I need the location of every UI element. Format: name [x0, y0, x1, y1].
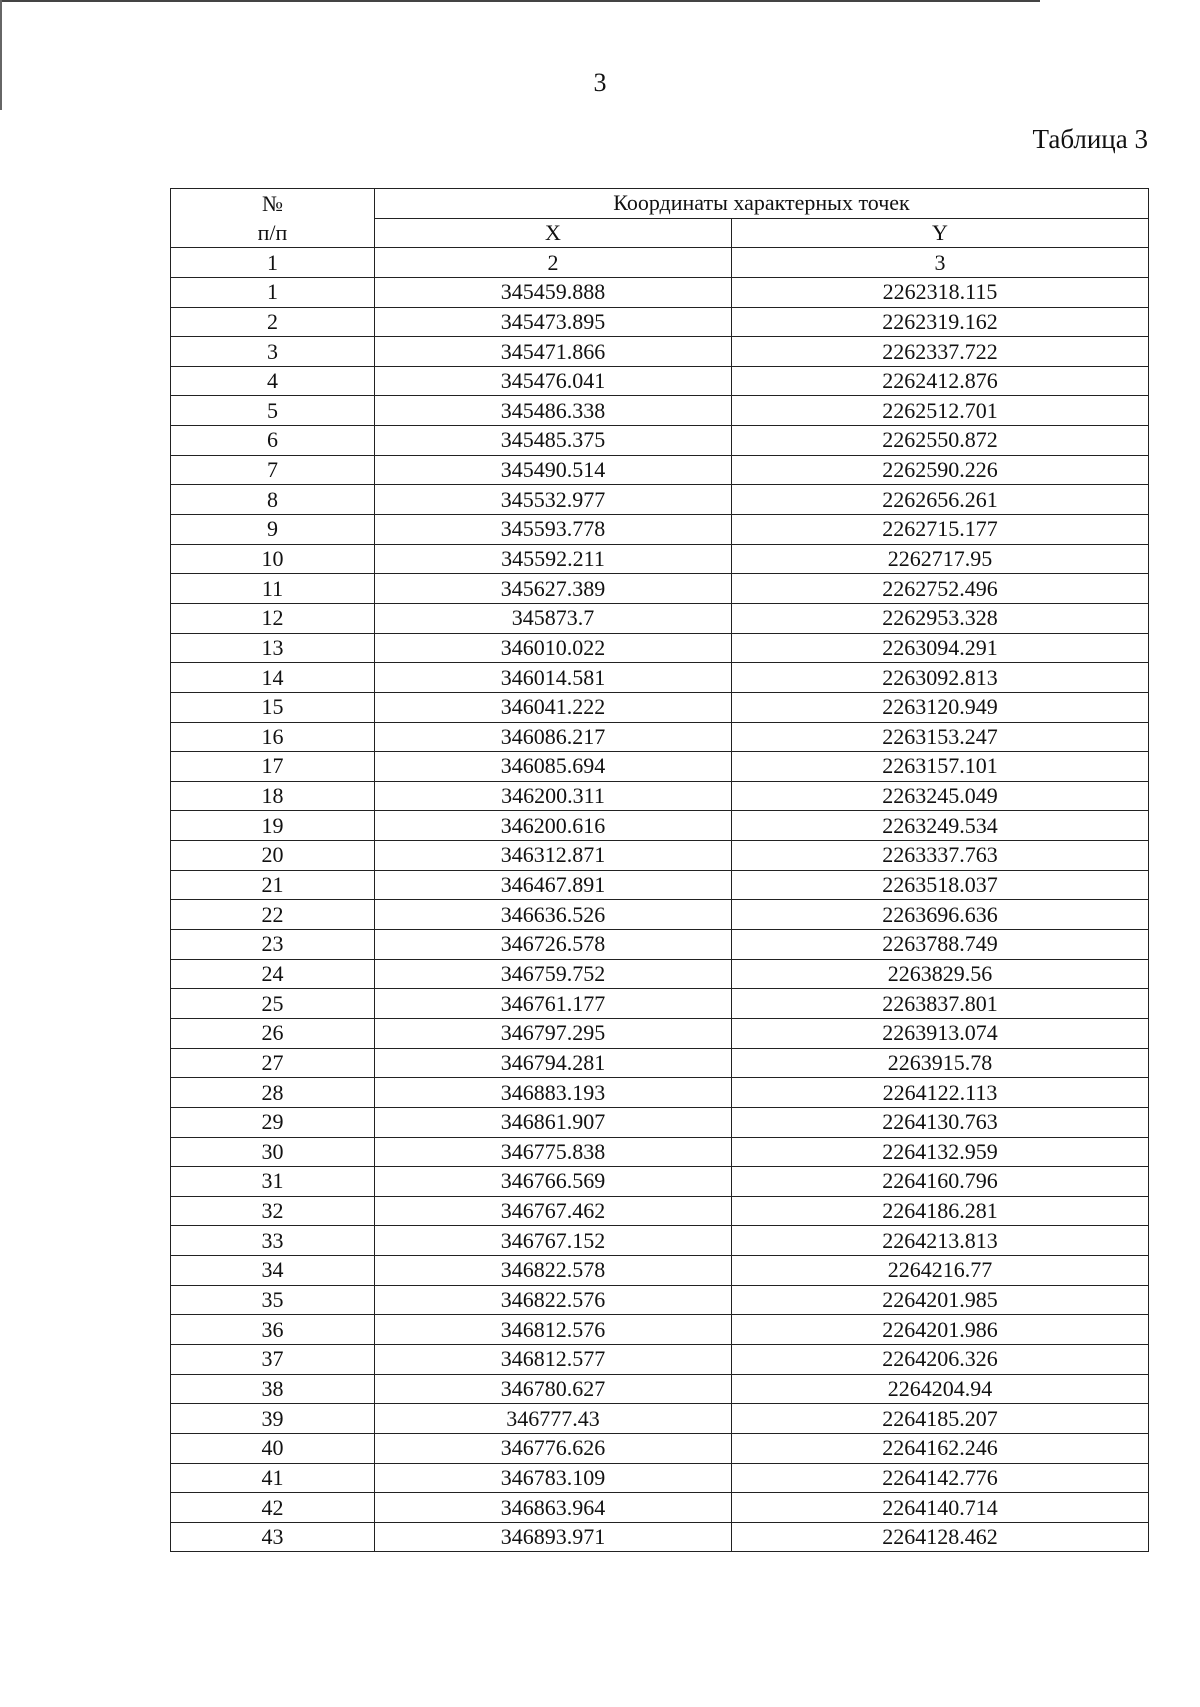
- point-number-cell: 41: [171, 1463, 375, 1493]
- y-coordinate-cell: 2263153.247: [732, 722, 1149, 752]
- table-row: [171, 752, 1149, 782]
- point-number-cell: 7: [171, 455, 375, 485]
- point-number-cell: 29: [171, 1107, 375, 1137]
- y-coordinate-cell: 2264185.207: [732, 1404, 1149, 1434]
- x-coordinate-cell: 346312.871: [375, 841, 732, 871]
- y-coordinate-cell: 2263696.636: [732, 900, 1149, 930]
- point-number-cell: 14: [171, 663, 375, 693]
- x-coordinate-cell: 346766.569: [375, 1167, 732, 1197]
- y-coordinate-cell: 2264206.326: [732, 1344, 1149, 1374]
- x-coordinate-cell: 345627.389: [375, 574, 732, 604]
- point-number-cell: 10: [171, 544, 375, 574]
- y-coordinate-cell: 2262656.261: [732, 485, 1149, 515]
- point-number-cell: 15: [171, 692, 375, 722]
- point-number-cell: 6: [171, 426, 375, 456]
- y-coordinate-cell: 2263120.949: [732, 692, 1149, 722]
- table-row: [171, 426, 1149, 456]
- x-coordinate-cell: 346085.694: [375, 752, 732, 782]
- point-number-cell: 42: [171, 1493, 375, 1523]
- point-number-cell: 4: [171, 366, 375, 396]
- y-coordinate-cell: 2264132.959: [732, 1137, 1149, 1167]
- point-number-cell: 38: [171, 1374, 375, 1404]
- x-coordinate-cell: 346759.752: [375, 959, 732, 989]
- point-number-cell: 22: [171, 900, 375, 930]
- point-number-cell: 12: [171, 603, 375, 633]
- header-coords-title: Координаты характерных точек: [375, 189, 1149, 219]
- x-coordinate-cell: 346863.964: [375, 1493, 732, 1523]
- y-coordinate-cell: 2264201.985: [732, 1285, 1149, 1315]
- x-coordinate-cell: 345593.778: [375, 515, 732, 545]
- point-number-cell: 32: [171, 1196, 375, 1226]
- y-coordinate-cell: 2262319.162: [732, 307, 1149, 337]
- x-coordinate-cell: 346014.581: [375, 663, 732, 693]
- x-coordinate-cell: 346822.576: [375, 1285, 732, 1315]
- y-coordinate-cell: 2262512.701: [732, 396, 1149, 426]
- table-row: [171, 1404, 1149, 1434]
- y-coordinate-cell: 2264162.246: [732, 1433, 1149, 1463]
- table-row: [171, 544, 1149, 574]
- point-number-cell: 27: [171, 1048, 375, 1078]
- y-coordinate-cell: 2264201.986: [732, 1315, 1149, 1345]
- table-row: [171, 811, 1149, 841]
- x-coordinate-cell: 346883.193: [375, 1078, 732, 1108]
- table-row: [171, 1226, 1149, 1256]
- x-coordinate-cell: 346041.222: [375, 692, 732, 722]
- point-number-cell: 40: [171, 1433, 375, 1463]
- x-coordinate-cell: 346775.838: [375, 1137, 732, 1167]
- header-row-2: [171, 218, 1149, 248]
- table-row: [171, 1344, 1149, 1374]
- x-coordinate-cell: 346200.616: [375, 811, 732, 841]
- x-coordinate-cell: 345476.041: [375, 366, 732, 396]
- header-number-sign: №: [171, 189, 375, 219]
- y-coordinate-cell: 2264204.94: [732, 1374, 1149, 1404]
- x-coordinate-cell: 346780.627: [375, 1374, 732, 1404]
- x-coordinate-cell: 345459.888: [375, 277, 732, 307]
- header-row-1: [171, 189, 1149, 219]
- table-row: [171, 1137, 1149, 1167]
- point-number-cell: 26: [171, 1018, 375, 1048]
- x-coordinate-cell: 346010.022: [375, 633, 732, 663]
- point-number-cell: 3: [171, 337, 375, 367]
- table-row: [171, 1522, 1149, 1552]
- point-number-cell: 5: [171, 396, 375, 426]
- y-coordinate-cell: 2262412.876: [732, 366, 1149, 396]
- x-coordinate-cell: 346777.43: [375, 1404, 732, 1434]
- point-number-cell: 2: [171, 307, 375, 337]
- table-row: [171, 633, 1149, 663]
- table-row: [171, 1048, 1149, 1078]
- table-row: [171, 337, 1149, 367]
- y-coordinate-cell: 2262717.95: [732, 544, 1149, 574]
- table-row: [171, 277, 1149, 307]
- y-coordinate-cell: 2262318.115: [732, 277, 1149, 307]
- point-number-cell: 36: [171, 1315, 375, 1345]
- x-coordinate-cell: 346861.907: [375, 1107, 732, 1137]
- point-number-cell: 24: [171, 959, 375, 989]
- x-coordinate-cell: 345473.895: [375, 307, 732, 337]
- table-row: [171, 366, 1149, 396]
- x-coordinate-cell: 346636.526: [375, 900, 732, 930]
- point-number-cell: 20: [171, 841, 375, 871]
- x-coordinate-cell: 346812.576: [375, 1315, 732, 1345]
- y-coordinate-cell: 2264142.776: [732, 1463, 1149, 1493]
- y-coordinate-cell: 2262590.226: [732, 455, 1149, 485]
- scan-edge-top: [0, 0, 1040, 2]
- x-coordinate-cell: 346797.295: [375, 1018, 732, 1048]
- table-row: [171, 1018, 1149, 1048]
- point-number-cell: 8: [171, 485, 375, 515]
- y-coordinate-cell: 2264122.113: [732, 1078, 1149, 1108]
- point-number-cell: 25: [171, 989, 375, 1019]
- x-coordinate-cell: 345592.211: [375, 544, 732, 574]
- column-number: 3: [732, 248, 1149, 278]
- table-row: [171, 455, 1149, 485]
- table-row: [171, 603, 1149, 633]
- x-coordinate-cell: 346761.177: [375, 989, 732, 1019]
- y-coordinate-cell: 2263249.534: [732, 811, 1149, 841]
- x-coordinate-cell: 346467.891: [375, 870, 732, 900]
- y-coordinate-cell: 2264128.462: [732, 1522, 1149, 1552]
- column-number: 2: [375, 248, 732, 278]
- x-coordinate-cell: 345471.866: [375, 337, 732, 367]
- y-coordinate-cell: 2263092.813: [732, 663, 1149, 693]
- header-y: Y: [732, 218, 1149, 248]
- y-coordinate-cell: 2263094.291: [732, 633, 1149, 663]
- point-number-cell: 33: [171, 1226, 375, 1256]
- y-coordinate-cell: 2263915.78: [732, 1048, 1149, 1078]
- point-number-cell: 43: [171, 1522, 375, 1552]
- table-row: [171, 1433, 1149, 1463]
- table-row: [171, 307, 1149, 337]
- y-coordinate-cell: 2262752.496: [732, 574, 1149, 604]
- y-coordinate-cell: 2263518.037: [732, 870, 1149, 900]
- x-coordinate-cell: 346812.577: [375, 1344, 732, 1374]
- table-row: [171, 781, 1149, 811]
- page-number: 3: [593, 68, 607, 97]
- point-number-cell: 13: [171, 633, 375, 663]
- y-coordinate-cell: 2262953.328: [732, 603, 1149, 633]
- header-pp: п/п: [171, 218, 375, 248]
- x-coordinate-cell: 345490.514: [375, 455, 732, 485]
- point-number-cell: 9: [171, 515, 375, 545]
- table-row: [171, 692, 1149, 722]
- coordinates-table: [170, 188, 1149, 1552]
- point-number-cell: 23: [171, 930, 375, 960]
- table-row: [171, 663, 1149, 693]
- x-coordinate-cell: 346086.217: [375, 722, 732, 752]
- y-coordinate-cell: 2263829.56: [732, 959, 1149, 989]
- table-row: [171, 722, 1149, 752]
- table-row: [171, 900, 1149, 930]
- x-coordinate-cell: 346822.578: [375, 1256, 732, 1286]
- x-coordinate-cell: 346767.462: [375, 1196, 732, 1226]
- point-number-cell: 1: [171, 277, 375, 307]
- table-row: [171, 1078, 1149, 1108]
- table-row: [171, 841, 1149, 871]
- table-row: [171, 1315, 1149, 1345]
- point-number-cell: 39: [171, 1404, 375, 1434]
- y-coordinate-cell: 2263245.049: [732, 781, 1149, 811]
- y-coordinate-cell: 2263157.101: [732, 752, 1149, 782]
- x-coordinate-cell: 346767.152: [375, 1226, 732, 1256]
- y-coordinate-cell: 2262337.722: [732, 337, 1149, 367]
- y-coordinate-cell: 2263913.074: [732, 1018, 1149, 1048]
- x-coordinate-cell: 346783.109: [375, 1463, 732, 1493]
- point-number-cell: 37: [171, 1344, 375, 1374]
- x-coordinate-cell: 345486.338: [375, 396, 732, 426]
- point-number-cell: 21: [171, 870, 375, 900]
- point-number-cell: 30: [171, 1137, 375, 1167]
- y-coordinate-cell: 2264130.763: [732, 1107, 1149, 1137]
- table-row: [171, 1463, 1149, 1493]
- table-row: [171, 989, 1149, 1019]
- point-number-cell: 34: [171, 1256, 375, 1286]
- table-row: [171, 1256, 1149, 1286]
- table-row: [171, 574, 1149, 604]
- point-number-cell: 17: [171, 752, 375, 782]
- table-row: [171, 515, 1149, 545]
- x-coordinate-cell: 345485.375: [375, 426, 732, 456]
- x-coordinate-cell: 345532.977: [375, 485, 732, 515]
- table-row: [171, 1107, 1149, 1137]
- point-number-cell: 18: [171, 781, 375, 811]
- point-number-cell: 16: [171, 722, 375, 752]
- x-coordinate-cell: 346200.311: [375, 781, 732, 811]
- table-body: [171, 277, 1149, 1552]
- table-row: [171, 396, 1149, 426]
- y-coordinate-cell: 2264216.77: [732, 1256, 1149, 1286]
- y-coordinate-cell: 2263337.763: [732, 841, 1149, 871]
- y-coordinate-cell: 2264140.714: [732, 1493, 1149, 1523]
- y-coordinate-cell: 2263788.749: [732, 930, 1149, 960]
- table-row: [171, 1196, 1149, 1226]
- point-number-cell: 35: [171, 1285, 375, 1315]
- y-coordinate-cell: 2262550.872: [732, 426, 1149, 456]
- table-row: [171, 1285, 1149, 1315]
- table-row: [171, 930, 1149, 960]
- x-coordinate-cell: 346794.281: [375, 1048, 732, 1078]
- table-caption: Таблица 3: [1032, 124, 1148, 154]
- x-coordinate-cell: 346776.626: [375, 1433, 732, 1463]
- table-row: [171, 485, 1149, 515]
- table-row: [171, 1374, 1149, 1404]
- table-row: [171, 1493, 1149, 1523]
- table-row: [171, 959, 1149, 989]
- y-coordinate-cell: 2264186.281: [732, 1196, 1149, 1226]
- point-number-cell: 28: [171, 1078, 375, 1108]
- header-x: X: [375, 218, 732, 248]
- table-row: [171, 1167, 1149, 1197]
- y-coordinate-cell: 2263837.801: [732, 989, 1149, 1019]
- point-number-cell: 11: [171, 574, 375, 604]
- x-coordinate-cell: 346893.971: [375, 1522, 732, 1552]
- x-coordinate-cell: 346726.578: [375, 930, 732, 960]
- column-number: 1: [171, 248, 375, 278]
- point-number-cell: 31: [171, 1167, 375, 1197]
- y-coordinate-cell: 2262715.177: [732, 515, 1149, 545]
- point-number-cell: 19: [171, 811, 375, 841]
- y-coordinate-cell: 2264160.796: [732, 1167, 1149, 1197]
- y-coordinate-cell: 2264213.813: [732, 1226, 1149, 1256]
- x-coordinate-cell: 345873.7: [375, 603, 732, 633]
- column-numbers-row: [171, 248, 1149, 278]
- table-row: [171, 870, 1149, 900]
- table-header: [171, 189, 1149, 278]
